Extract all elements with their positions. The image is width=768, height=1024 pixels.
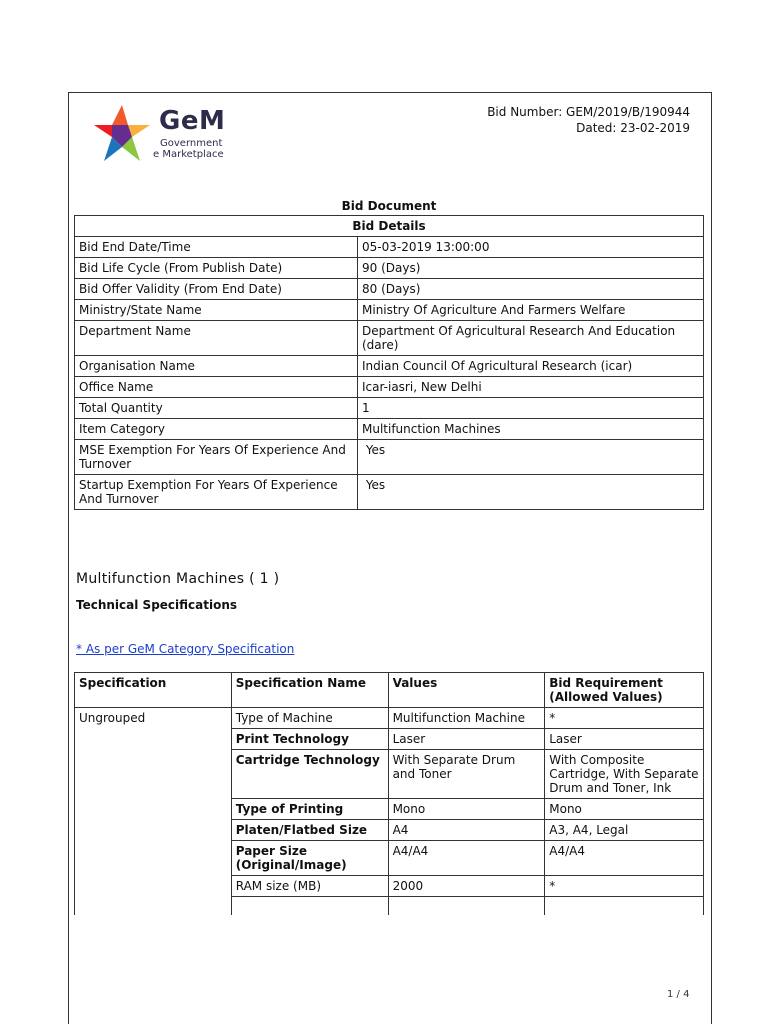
detail-value: Yes	[358, 475, 704, 510]
table-row	[75, 321, 704, 356]
column-header: Values	[388, 673, 545, 708]
spec-name: Type of Printing	[231, 799, 388, 820]
bid-details-table	[74, 215, 704, 510]
spec-name-continued	[231, 897, 388, 915]
spec-value-continued	[388, 897, 545, 915]
spec-value: A4/A4	[388, 841, 545, 876]
spec-name: RAM size (MB)	[231, 876, 388, 897]
spec-group: Ungrouped	[75, 708, 232, 915]
spec-value: 2000	[388, 876, 545, 897]
table-row	[75, 300, 704, 321]
logo-brand: GeM	[159, 106, 226, 136]
detail-value: Ministry Of Agriculture And Farmers Welfare	[358, 300, 704, 321]
detail-key: Organisation Name	[75, 356, 358, 377]
detail-value: 1	[358, 398, 704, 419]
detail-key: Office Name	[75, 377, 358, 398]
table-header-row	[75, 673, 704, 708]
table-row	[75, 398, 704, 419]
spec-name: Platen/Flatbed Size	[231, 820, 388, 841]
spec-value: With Separate Drum and Toner	[388, 750, 545, 799]
detail-key: Bid Offer Validity (From End Date)	[75, 279, 358, 300]
spec-requirement: *	[545, 708, 704, 729]
spec-requirement: Laser	[545, 729, 704, 750]
spec-name: Print Technology	[231, 729, 388, 750]
detail-value: 80 (Days)	[358, 279, 704, 300]
spec-value: A4	[388, 820, 545, 841]
detail-value: Indian Council Of Agricultural Research (icar)	[358, 356, 704, 377]
detail-key: Item Category	[75, 419, 358, 440]
detail-key: Bid End Date/Time	[75, 237, 358, 258]
gem-logo	[92, 103, 242, 165]
bid-date: Dated: 23-02-2019	[576, 121, 690, 135]
detail-key: Department Name	[75, 321, 358, 356]
detail-key: MSE Exemption For Years Of Experience And Turnover	[75, 440, 358, 475]
table-row	[75, 475, 704, 510]
table-row	[75, 258, 704, 279]
column-header: Bid Requirement (Allowed Values)	[545, 673, 704, 708]
bid-meta	[487, 104, 690, 136]
specifications-table	[74, 672, 704, 915]
section-title: Multifunction Machines ( 1 )	[76, 571, 280, 587]
detail-value: Department Of Agricultural Research And Education (dare)	[358, 321, 704, 356]
spec-requirement: A3, A4, Legal	[545, 820, 704, 841]
spec-requirement-continued	[545, 897, 704, 915]
table-row	[75, 708, 704, 729]
spec-requirement: A4/A4	[545, 841, 704, 876]
detail-key: Total Quantity	[75, 398, 358, 419]
spec-value: Multifunction Machine	[388, 708, 545, 729]
logo-line2: e Marketplace	[153, 149, 224, 160]
spec-requirement: Mono	[545, 799, 704, 820]
column-header: Specification Name	[231, 673, 388, 708]
spec-value: Mono	[388, 799, 545, 820]
detail-value: Icar-iasri, New Delhi	[358, 377, 704, 398]
detail-value: 90 (Days)	[358, 258, 704, 279]
table-row	[75, 419, 704, 440]
table-row	[75, 440, 704, 475]
detail-value: Yes	[358, 440, 704, 475]
table-row	[75, 279, 704, 300]
table-row	[75, 377, 704, 398]
detail-value: 05-03-2019 13:00:00	[358, 237, 704, 258]
bid-details-heading: Bid Details	[75, 216, 704, 237]
detail-key: Bid Life Cycle (From Publish Date)	[75, 258, 358, 279]
detail-key: Startup Exemption For Years Of Experience And Turnover	[75, 475, 358, 510]
spec-name: Type of Machine	[231, 708, 388, 729]
detail-key: Ministry/State Name	[75, 300, 358, 321]
spec-value: Laser	[388, 729, 545, 750]
gem-star-icon	[92, 103, 154, 165]
spec-name: Paper Size (Original/Image)	[231, 841, 388, 876]
table-row	[75, 356, 704, 377]
column-header: Specification	[75, 673, 232, 708]
logo-line1: Government	[160, 138, 223, 149]
document-title: Bid Document	[341, 199, 437, 213]
spec-requirement: *	[545, 876, 704, 897]
table-row	[75, 237, 704, 258]
technical-specs-heading: Technical Specifications	[76, 598, 238, 612]
page-number: 1 / 4	[667, 989, 690, 1000]
spec-name: Cartridge Technology	[231, 750, 388, 799]
category-specification-link[interactable]: * As per GeM Category Specification	[76, 642, 295, 656]
detail-value: Multifunction Machines	[358, 419, 704, 440]
spec-requirement: With Composite Cartridge, With Separate Drum and Toner, Ink	[545, 750, 704, 799]
bid-number: Bid Number: GEM/2019/B/190944	[487, 105, 690, 119]
